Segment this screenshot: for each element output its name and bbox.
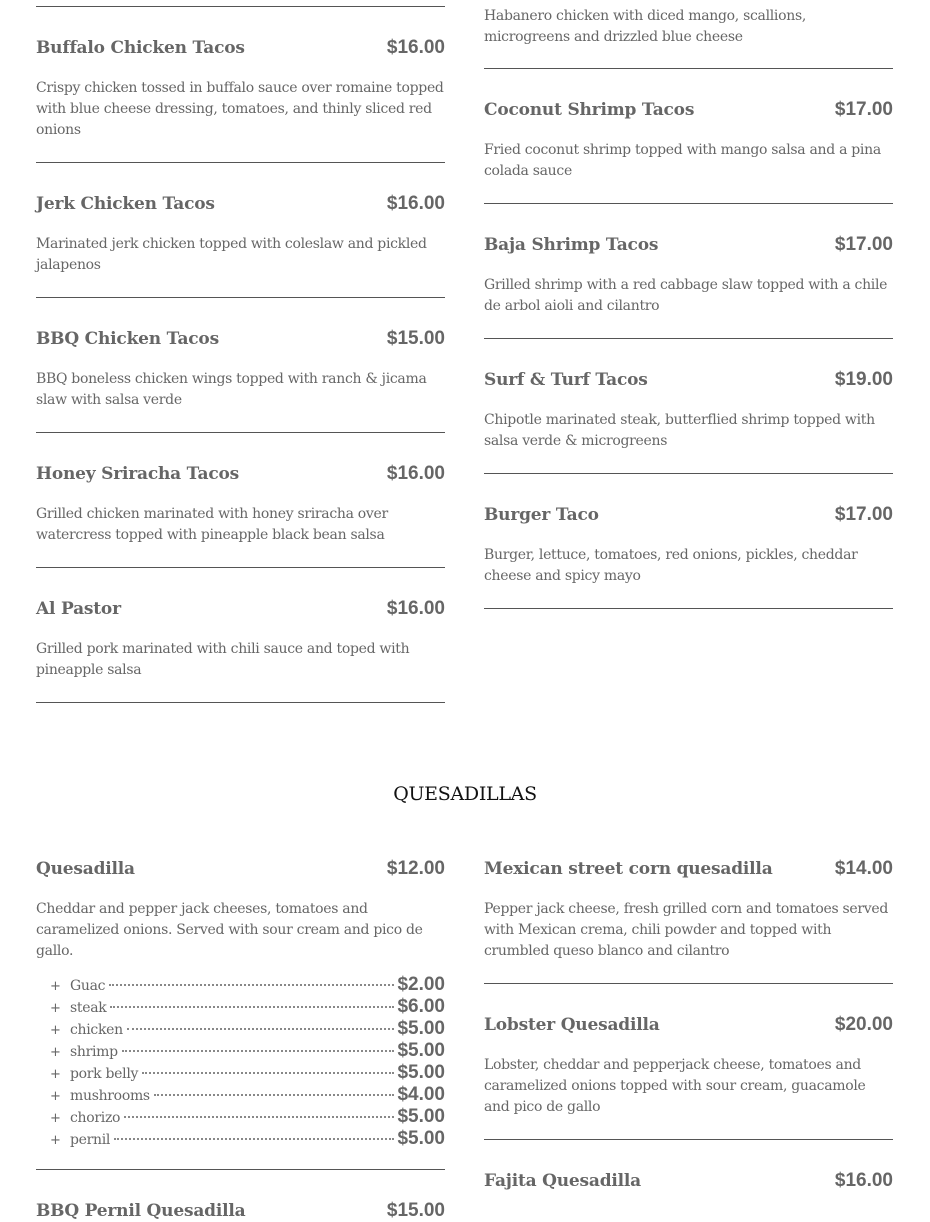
item-description: Pepper jack cheese, fresh grilled corn and tomatoes served with Mexican crema, chili powder and topped with crumbled queso blanco and cilantro bbox=[484, 901, 889, 959]
item-description: Grilled chicken marinated with honey sriracha over watercress topped with pineapple black bean salsa bbox=[36, 506, 388, 543]
item-price: $15.00 bbox=[386, 1200, 445, 1221]
addon-list bbox=[36, 974, 445, 1169]
item-name: Al Pastor bbox=[36, 599, 121, 619]
dot-leader bbox=[127, 1028, 395, 1030]
addon-price: $6.00 bbox=[397, 996, 445, 1017]
addon-row[interactable] bbox=[36, 996, 445, 1018]
item-description: Marinated jerk chicken topped with coleslaw and pickled jalapenos bbox=[36, 236, 427, 273]
menu-item[interactable] bbox=[484, 6, 893, 69]
item-description: Fried coconut shrimp topped with mango salsa and a pina colada sauce bbox=[484, 142, 881, 179]
menu-item[interactable] bbox=[36, 7, 445, 163]
menu-item[interactable] bbox=[484, 339, 893, 474]
dot-leader bbox=[114, 1138, 394, 1140]
addon-name: chorizo bbox=[70, 1110, 121, 1126]
plus-icon: + bbox=[50, 1133, 61, 1148]
addon-price: $5.00 bbox=[397, 1106, 445, 1127]
item-price: $17.00 bbox=[834, 504, 893, 525]
item-name: BBQ Pernil Quesadilla bbox=[36, 1201, 246, 1221]
menu-item[interactable] bbox=[36, 828, 445, 1170]
item-name: Surf & Turf Tacos bbox=[484, 370, 648, 390]
menu-item[interactable] bbox=[484, 1140, 893, 1192]
addon-price: $4.00 bbox=[397, 1084, 445, 1105]
addon-price: $2.00 bbox=[397, 974, 445, 995]
item-price: $12.00 bbox=[386, 858, 445, 879]
section-title-quesadillas: QUESADILLAS bbox=[393, 783, 537, 805]
item-name: BBQ Chicken Tacos bbox=[36, 329, 219, 349]
item-description: Cheddar and pepper jack cheeses, tomatoes and caramelized onions. Served with sour cream and pico de gallo. bbox=[36, 901, 423, 959]
item-description: Grilled pork marinated with chili sauce and toped with pineapple salsa bbox=[36, 641, 410, 678]
menu-item[interactable] bbox=[484, 69, 893, 204]
addon-name: pernil bbox=[70, 1132, 111, 1148]
quesadillas-left-column bbox=[36, 828, 445, 1222]
item-name: Jerk Chicken Tacos bbox=[36, 194, 215, 214]
menu-item[interactable] bbox=[484, 984, 893, 1140]
item-description: Grilled shrimp with a red cabbage slaw topped with a chile de arbol aioli and cilantro bbox=[484, 277, 888, 314]
item-price: $20.00 bbox=[834, 1014, 893, 1035]
item-description: Crispy chicken tossed in buffalo sauce over romaine topped with blue cheese dressing, tomatoes, and thinly sliced red onions bbox=[36, 80, 444, 138]
item-price: $14.00 bbox=[834, 858, 893, 879]
item-price: $16.00 bbox=[386, 463, 445, 484]
item-price: $17.00 bbox=[834, 99, 893, 120]
item-description: BBQ boneless chicken wings topped with ranch & jicama slaw with salsa verde bbox=[36, 371, 427, 408]
tacos-right-column bbox=[484, 0, 893, 609]
item-name: Coconut Shrimp Tacos bbox=[484, 100, 695, 120]
item-price: $16.00 bbox=[386, 37, 445, 58]
item-name: Fajita Quesadilla bbox=[484, 1171, 641, 1191]
quesadillas-right-column bbox=[484, 828, 893, 1192]
plus-icon: + bbox=[50, 1001, 61, 1016]
menu-item[interactable] bbox=[36, 568, 445, 703]
item-name: Honey Sriracha Tacos bbox=[36, 464, 239, 484]
menu-item[interactable] bbox=[484, 828, 893, 984]
addon-name: Guac bbox=[70, 978, 106, 994]
item-price: $16.00 bbox=[386, 193, 445, 214]
dot-leader bbox=[124, 1116, 394, 1118]
menu-item[interactable] bbox=[36, 163, 445, 298]
item-price: $16.00 bbox=[834, 1170, 893, 1191]
item-price: $15.00 bbox=[386, 328, 445, 349]
plus-icon: + bbox=[50, 1023, 61, 1038]
item-name: Baja Shrimp Tacos bbox=[484, 235, 659, 255]
item-name: Quesadilla bbox=[36, 859, 135, 879]
item-price: $16.00 bbox=[386, 598, 445, 619]
item-price: $17.00 bbox=[834, 234, 893, 255]
addon-name: chicken bbox=[70, 1022, 123, 1038]
item-description: Chipotle marinated steak, butterflied shrimp topped with salsa verde & microgreens bbox=[484, 412, 875, 449]
menu-item[interactable] bbox=[484, 204, 893, 339]
plus-icon: + bbox=[50, 1045, 61, 1060]
menu-item[interactable] bbox=[36, 1170, 445, 1222]
menu-item[interactable] bbox=[484, 474, 893, 609]
dot-leader bbox=[122, 1050, 395, 1052]
addon-name: steak bbox=[70, 1000, 107, 1016]
dot-leader bbox=[109, 984, 394, 986]
item-description: Burger, lettuce, tomatoes, red onions, pickles, cheddar cheese and spicy mayo bbox=[484, 547, 858, 584]
addon-row[interactable] bbox=[36, 974, 445, 996]
item-price: $19.00 bbox=[834, 369, 893, 390]
addon-row[interactable] bbox=[36, 1062, 445, 1084]
item-name: Buffalo Chicken Tacos bbox=[36, 38, 245, 58]
item-name: Lobster Quesadilla bbox=[484, 1015, 660, 1035]
plus-icon: + bbox=[50, 1111, 61, 1126]
dot-leader bbox=[142, 1072, 394, 1074]
addon-price: $5.00 bbox=[397, 1128, 445, 1149]
item-description: Lobster, cheddar and pepperjack cheese, tomatoes and caramelized onions topped with sour cream, guacamole and pico de gallo bbox=[484, 1057, 866, 1115]
addon-name: mushrooms bbox=[70, 1088, 150, 1104]
addon-name: pork belly bbox=[70, 1066, 139, 1082]
item-name: Burger Taco bbox=[484, 505, 599, 525]
addon-row[interactable] bbox=[36, 1084, 445, 1106]
dot-leader bbox=[154, 1094, 395, 1096]
menu-item[interactable] bbox=[36, 298, 445, 433]
addon-row[interactable] bbox=[36, 1018, 445, 1040]
addon-name: shrimp bbox=[70, 1044, 118, 1060]
item-description: Habanero chicken with diced mango, scallions, microgreens and drizzled blue cheese bbox=[484, 8, 806, 45]
dot-leader bbox=[110, 1006, 394, 1008]
item-name: Mexican street corn quesadilla bbox=[484, 859, 773, 879]
addon-row[interactable] bbox=[36, 1106, 445, 1128]
addon-price: $5.00 bbox=[397, 1062, 445, 1083]
addon-row[interactable] bbox=[36, 1128, 445, 1150]
addon-price: $5.00 bbox=[397, 1040, 445, 1061]
addon-row[interactable] bbox=[36, 1040, 445, 1062]
plus-icon: + bbox=[50, 979, 61, 994]
tacos-left-column bbox=[36, 6, 445, 703]
plus-icon: + bbox=[50, 1089, 61, 1104]
plus-icon: + bbox=[50, 1067, 61, 1082]
addon-price: $5.00 bbox=[397, 1018, 445, 1039]
menu-item[interactable] bbox=[36, 433, 445, 568]
